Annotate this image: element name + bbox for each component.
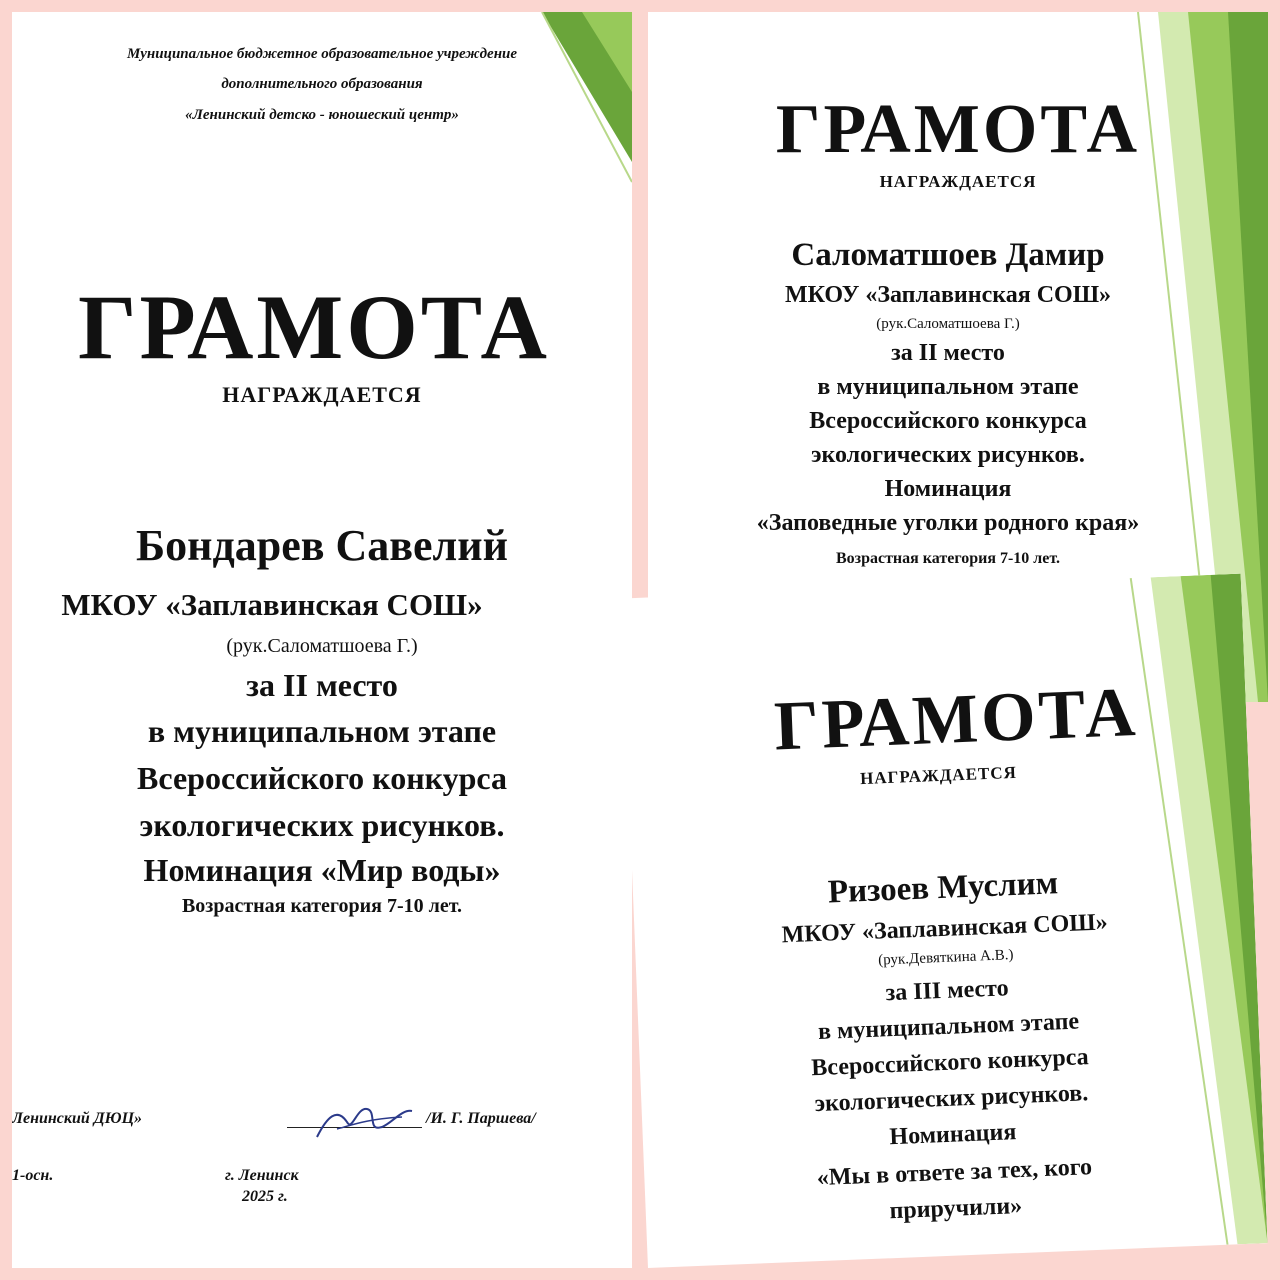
footer-org: Ленинский ДЮЦ» — [12, 1110, 143, 1127]
awarded-label: НАГРАЖДАЕТСЯ — [879, 172, 1037, 191]
org-name-line3: «Ленинский детско - юношеский центр» — [185, 107, 459, 123]
teacher-name: (рук.Саломатшоева Г.) — [876, 316, 1020, 332]
nomination-text: «Заповедные уголки родного края» — [756, 510, 1140, 536]
footer-city: г. Ленинск — [225, 1167, 299, 1184]
nomination-text: Номинация «Мир воды» — [143, 852, 501, 888]
footer-year: 2025 г. — [242, 1188, 288, 1205]
school-name: МКОУ «Заплавинская СОШ» — [781, 909, 1109, 949]
text-line-1: в муниципальном этапе — [817, 374, 1079, 400]
text-line-2: Всероссийского конкурса — [810, 1044, 1090, 1082]
awarded-label: НАГРАЖДАЕТСЯ — [859, 762, 1018, 789]
nomination-text-1: «Мы в ответе за тех, кого — [816, 1154, 1093, 1192]
nomination-text-2: приручили» — [889, 1192, 1023, 1225]
recipient-name: Бондарев Савелий — [136, 521, 508, 570]
text-line-2: Всероссийского конкурса — [137, 760, 507, 796]
recipient-name: Саломатшоев Дамир — [791, 237, 1105, 273]
place-text: за II место — [246, 667, 398, 703]
awarded-label: НАГРАЖДАЕТСЯ — [222, 382, 422, 407]
place-text: за II место — [891, 340, 1005, 366]
school-name: МКОУ «Заплавинская СОШ» — [784, 282, 1112, 308]
footer-signer: /И. Г. Паршева/ — [426, 1110, 536, 1127]
place-text: за III место — [885, 975, 1010, 1007]
text-line-3: экологических рисунков. — [814, 1080, 1089, 1118]
school-name: МКОУ «Заплавинская СОШ» — [61, 587, 483, 622]
teacher-name: (рук.Саломатшоева Г.) — [226, 635, 418, 657]
certificate-title: ГРАМОТА — [775, 91, 1141, 168]
text-line-3: экологических рисунков. — [139, 807, 505, 843]
text-line-2: Всероссийского конкурса — [809, 408, 1087, 434]
nomination-label: Номинация — [888, 1119, 1017, 1151]
footer-order: 1-осн. — [12, 1167, 54, 1184]
nomination-label: Номинация — [884, 476, 1012, 502]
text-line-1: в муниципальном этапе — [147, 713, 497, 749]
org-name-line2: дополнительного образования — [221, 76, 423, 92]
certificate-bondarev — [12, 12, 632, 1268]
teacher-name: (рук.Девяткина А.В.) — [877, 947, 1014, 969]
org-name-line1: Муниципальное бюджетное образовательное учреждение — [126, 46, 518, 62]
certificate-title: ГРАМОТА — [77, 276, 550, 378]
signature-image — [307, 1097, 417, 1147]
text-line-3: экологических рисунков. — [811, 442, 1085, 468]
age-category: Возрастная категория 7-10 лет. — [181, 895, 463, 917]
certificate-rizoev — [621, 574, 1267, 1268]
text-line-1: в муниципальном этапе — [817, 1008, 1080, 1045]
recipient-name: Ризоев Муслим — [827, 865, 1059, 911]
age-category: Возрастная категория 7-10 лет. — [835, 550, 1061, 567]
certificate-title: ГРАМОТА — [772, 673, 1140, 766]
